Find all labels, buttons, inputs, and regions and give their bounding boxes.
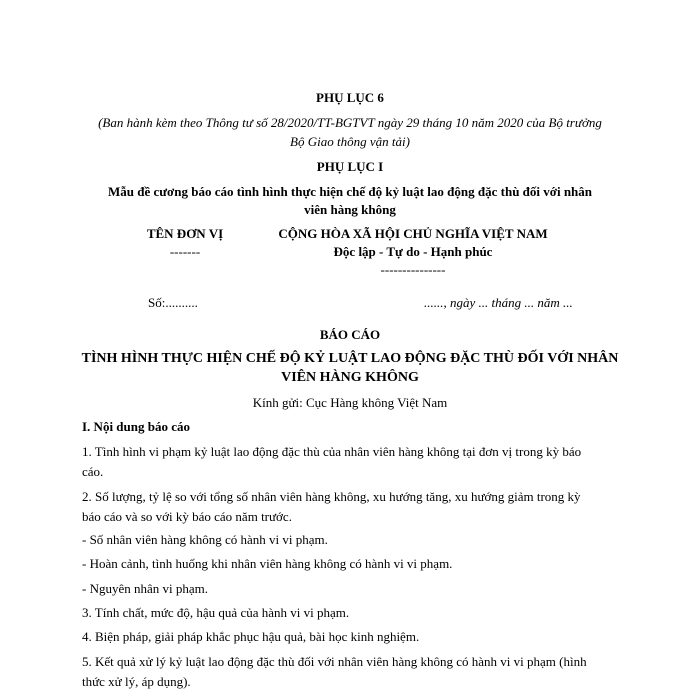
item3: 3. Tính chất, mức độ, hậu quả của hành vi vi phạm.	[82, 605, 350, 620]
item5-line1: 5. Kết quả xử lý kỷ luật lao động đặc thù đối với nhân viên hàng không có hành vi vi phạm (hình	[82, 654, 587, 669]
section-heading: I. Nội dung báo cáo	[82, 419, 190, 434]
report-title-line2: VIÊN HÀNG KHÔNG	[281, 370, 419, 385]
item2-line1: 2. Số lượng, tỷ lệ so với tổng số nhân viên hàng không, xu hướng tăng, xu hướng giảm trong kỳ	[82, 489, 581, 504]
unit-name: TÊN ĐƠN VỊ	[146, 226, 224, 241]
motto: Độc lập - Tự do - Hạnh phúc	[333, 244, 493, 259]
item4: 4. Biện pháp, giải pháp khắc phục hậu quả, bài học kinh nghiệm.	[82, 629, 420, 644]
addressee: Kính gửi: Cục Hàng không Việt Nam	[252, 395, 448, 410]
report-title-line1: TÌNH HÌNH THỰC HIỆN CHẾ ĐỘ KỶ LUẬT LAO ĐỘNG ĐẶC THÙ ĐỐI VỚI NHÂN	[81, 351, 619, 366]
document-number: Số:..........	[148, 295, 198, 310]
form-title-line2: viên hàng không	[304, 202, 396, 217]
unit-dashes: -------	[169, 244, 201, 259]
item1-line1: 1. Tình hình vi phạm kỷ luật lao động đặc thù của nhân viên hàng không tại đơn vị trong kỳ báo	[82, 444, 582, 459]
form-title-line1: Mẫu đề cương báo cáo tình hình thực hiện chế độ kỷ luật lao động đặc thù đối với nhân	[107, 184, 593, 199]
sub-appendix-title: PHỤ LỤC I	[316, 159, 384, 174]
country-name: CỘNG HÒA XÃ HỘI CHỦ NGHĨA VIỆT NAM	[278, 226, 548, 241]
bullet-2: - Hoàn cảnh, tình huống khi nhân viên hàng không có hành vi vi phạm.	[82, 556, 453, 571]
appendix-title: PHỤ LỤC 6	[316, 90, 384, 105]
bullet-3: - Nguyên nhân vi phạm.	[82, 581, 209, 596]
item5-line2: thức xử lý, áp dụng).	[82, 674, 191, 689]
item2-line2: báo cáo và so với kỳ báo cáo năm trước.	[82, 509, 292, 524]
report-label: BÁO CÁO	[319, 327, 381, 342]
item1-line2: cáo.	[82, 464, 104, 479]
motto-dashes: ---------------	[380, 262, 446, 277]
issued-note-line1: (Ban hành kèm theo Thông tư số 28/2020/TT-BGTVT ngày 29 tháng 10 năm 2020 của Bộ trưởng	[98, 115, 602, 130]
issued-note-line2: Bộ Giao thông vận tải)	[290, 134, 410, 149]
bullet-1: - Số nhân viên hàng không có hành vi vi phạm.	[82, 532, 328, 547]
date-line: ......, ngày ... tháng ... năm ...	[424, 295, 573, 310]
